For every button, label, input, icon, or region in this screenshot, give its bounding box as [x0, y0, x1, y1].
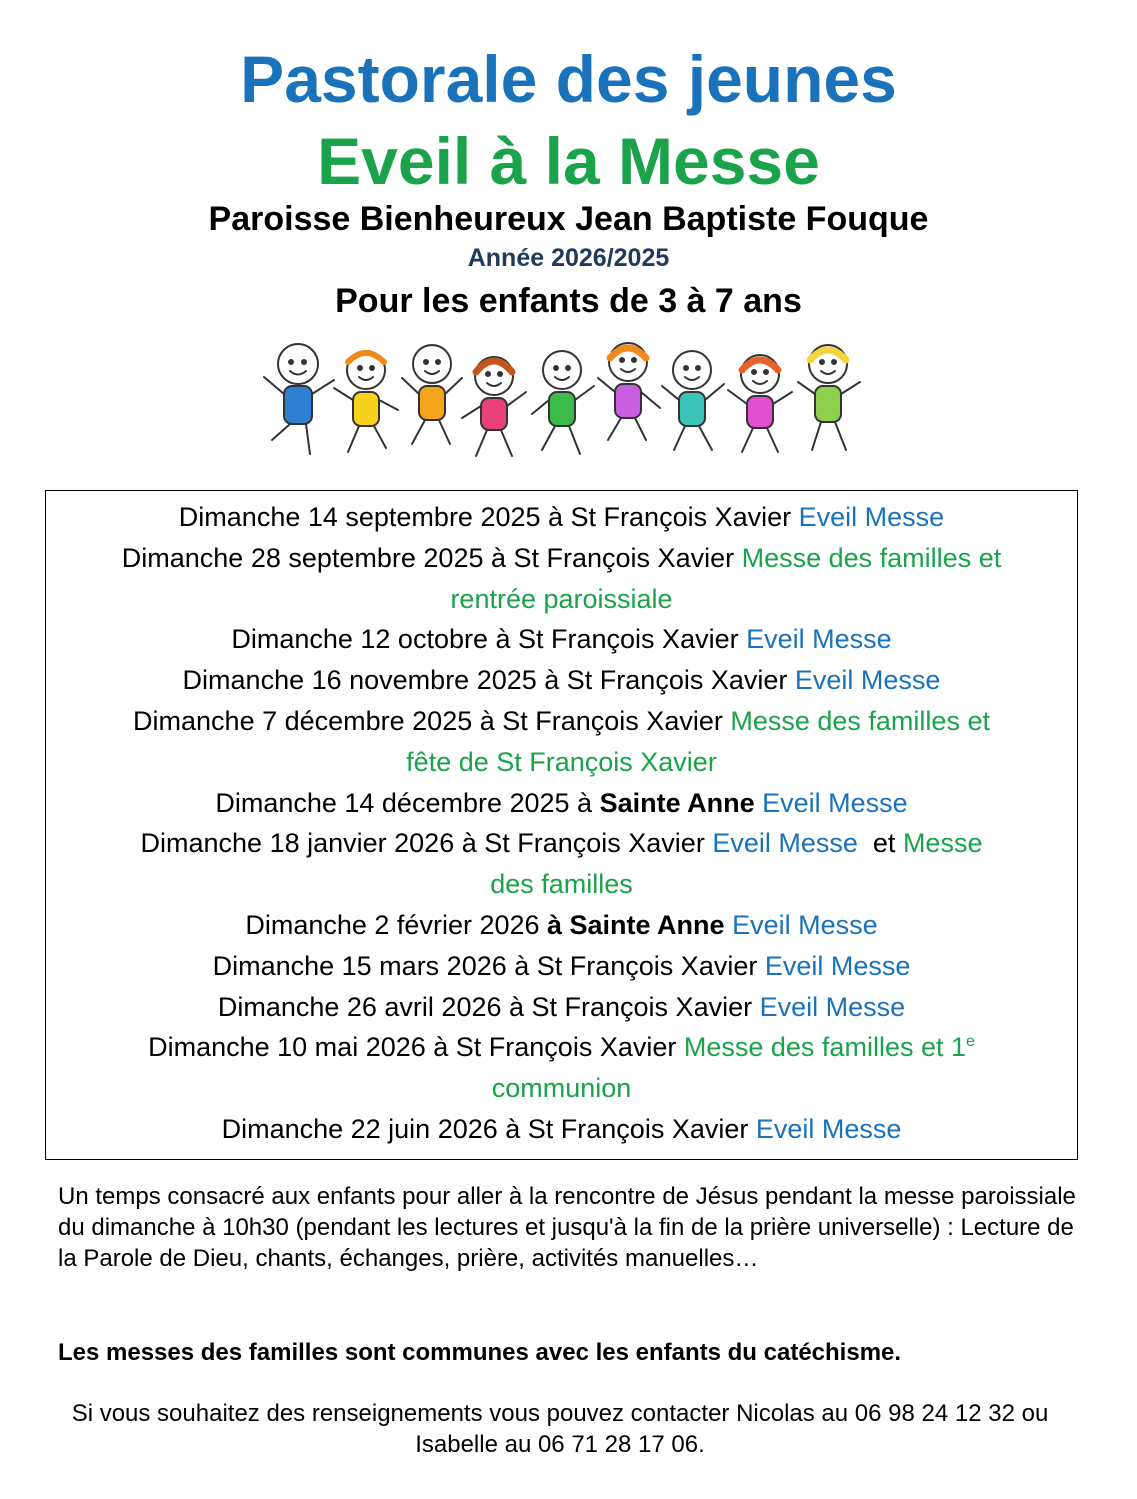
entry-event: Eveil Messe — [764, 950, 911, 981]
entry-place: St François Xavier — [518, 624, 739, 655]
entry-date: Dimanche 22 juin 2026 à — [221, 1113, 528, 1144]
entry-date: Dimanche 2 février 2026 — [245, 909, 548, 940]
parish-name: Paroisse Bienheureux Jean Baptiste Fouque — [208, 200, 929, 238]
entry-place: St François Xavier — [513, 542, 735, 573]
schedule-entry — [46, 619, 1077, 660]
entry-event-continued: fête de St François Xavier — [406, 746, 717, 777]
entry-place: Sainte Anne — [599, 787, 755, 818]
entry-place: St François Xavier — [570, 502, 792, 532]
entry-date: Dimanche 14 septembre 2025 à — [178, 502, 571, 532]
entry-event-second: Messe — [902, 828, 983, 859]
entry-date: Dimanche 26 avril 2026 à — [217, 991, 532, 1022]
entry-superscript: e — [966, 1033, 975, 1051]
entry-place: St François Xavier — [484, 828, 705, 859]
entry-date: Dimanche 18 janvier 2026 à — [140, 828, 485, 859]
entry-event: Eveil Messe — [794, 665, 941, 696]
schedule-entry — [46, 946, 1077, 987]
age-range: Pour les enfants de 3 à 7 ans — [335, 282, 802, 320]
entry-place: St François Xavier — [455, 1032, 677, 1063]
schedule-entry — [46, 701, 1077, 783]
entry-date: Dimanche 7 décembre 2025 à — [133, 705, 503, 736]
page-subtitle: Eveil à la Messe — [317, 124, 820, 198]
entry-event: Eveil Messe — [755, 1113, 902, 1144]
entry-event-continued: des familles — [490, 869, 633, 900]
entry-event: Eveil Messe — [732, 909, 878, 940]
entry-event: Eveil Messe — [759, 991, 906, 1022]
entry-event: Eveil Messe — [762, 787, 908, 818]
entry-date: Dimanche 12 octobre à — [231, 624, 519, 655]
entry-place: à Sainte Anne — [547, 909, 725, 940]
entry-date: Dimanche 28 septembre 2025 à — [121, 542, 514, 573]
entry-date: Dimanche 15 mars 2026 à — [212, 950, 537, 981]
schedule-entry — [46, 538, 1077, 620]
entry-joiner: et — [872, 828, 896, 859]
families-note: Les messes des familles sont communes avec les enfants du catéchisme. — [58, 1339, 902, 1366]
contact-info: Si vous souhaitez des renseignements vous pouvez contacter Nicolas au 06 98 24 12 32 ou Isabelle au 06 71 28 17 06. — [71, 1400, 1049, 1458]
entry-event: Messe des familles et — [741, 542, 1002, 573]
mass-schedule — [45, 490, 1078, 1160]
entry-event: Eveil Messe — [746, 624, 892, 655]
child-figure — [264, 344, 334, 454]
entry-date: Dimanche 10 mai 2026 à — [148, 1032, 456, 1063]
entry-date: Dimanche 16 novembre 2025 à — [182, 665, 567, 696]
school-year: Année 2026/2025 — [467, 244, 670, 272]
schedule-entry — [46, 783, 1077, 824]
schedule-entry — [46, 1109, 1077, 1150]
intro-paragraph: Un temps consacré aux enfants pour aller à la rencontre de Jésus pendant la messe paroissiale du dimanche à 10h30 (pendant les lectures et jusqu'à la fin de la prière universelle) : Lecture de la Parole de Dieu, chants, échanges, prière, activités manuelles… — [58, 1183, 1076, 1272]
entry-place: St François Xavier — [531, 991, 753, 1022]
schedule-entry — [46, 1027, 1077, 1109]
schedule-entry — [46, 497, 1077, 538]
entry-place: St François Xavier — [502, 705, 723, 736]
entry-place: St François Xavier — [536, 950, 758, 981]
entry-place: St François Xavier — [527, 1113, 749, 1144]
entry-date: Dimanche 14 décembre 2025 à — [215, 787, 600, 818]
page-title: Pastorale des jeunes — [240, 42, 897, 116]
entry-place: St François Xavier — [566, 665, 788, 696]
schedule-entry — [46, 905, 1077, 946]
entry-event-continued: rentrée paroissiale — [450, 583, 673, 614]
schedule-entry — [46, 660, 1077, 701]
entry-event: Messe des familles et 1 — [683, 1032, 966, 1063]
entry-event: Eveil Messe — [798, 502, 945, 532]
dancing-children-illustration — [236, 322, 892, 477]
entry-event: Messe des familles et — [730, 705, 990, 736]
entry-event-continued: communion — [491, 1073, 632, 1104]
schedule-entry — [46, 823, 1077, 905]
entry-event: Eveil Messe — [712, 828, 858, 859]
schedule-entry — [46, 987, 1077, 1028]
